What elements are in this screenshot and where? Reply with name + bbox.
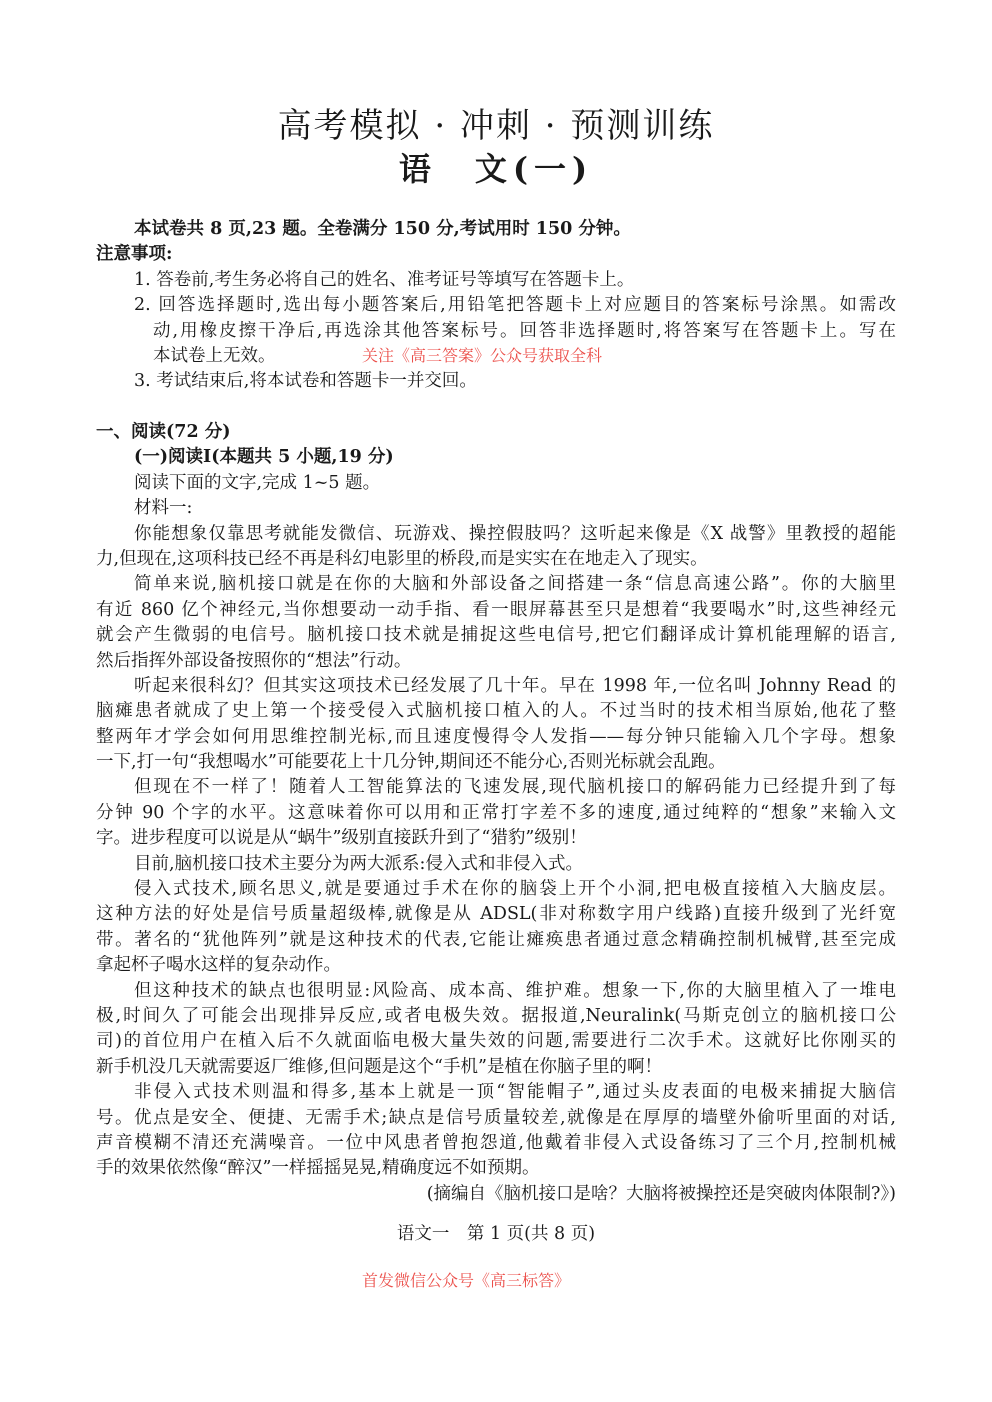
text-line: 然后指挥外部设备按照你的“想法”行动。 xyxy=(96,650,412,671)
text-line: 司)的首位用户在植入后不久就面临电极大量失效的问题,需要进行二次手术。这就好比你刚买的 xyxy=(96,1031,896,1052)
exam-series-title: 高考模拟 · 冲刺 · 预测训练 xyxy=(277,106,715,146)
text-line: 手的效果依然像“醉汉”一样摇摇晃晃,精确度远不如预期。 xyxy=(96,1158,540,1179)
text-line: 本试卷上无效。 xyxy=(153,345,276,366)
text-line: 2. 回答选择题时,选出每小题答案后,用铅笔把答题卡上对应题目的答案标号涂黑。如需改 xyxy=(134,295,896,316)
notice-heading: 注意事项: xyxy=(96,244,173,265)
article-body xyxy=(96,522,896,1182)
section-heading: 一、阅读(72 分) xyxy=(96,422,231,442)
section-instruction: 阅读下面的文字,完成 1~5 题。 xyxy=(134,472,381,493)
text-line: 有近 860 亿个神经元,当你想要动一动手指、看一眼屏幕甚至只是想着“我要喝水”时,这些神经元 xyxy=(96,599,896,620)
exam-instructions xyxy=(96,217,896,395)
subject-title: 语 文(一) xyxy=(398,150,594,188)
text-line: 非侵入式技术则温和得多,基本上就是一顶“智能帽子”,通过头皮表面的电极来捕捉大脑信 xyxy=(134,1082,896,1103)
text-line: 就会产生微弱的电信号。脑机接口技术就是捕捉这些电信号,把它们翻译成计算机能理解的语言, xyxy=(96,625,896,646)
text-line: 侵入式技术,顾名思义,就是要通过手术在你的脑袋上开个小洞,把电极直接植入大脑皮层。 xyxy=(134,879,896,900)
text-line: 号。优点是安全、便捷、无需手术;缺点是信号质量较差,就像是在厚厚的墙壁外偷听里面的对话, xyxy=(96,1107,896,1128)
text-line: 但现在不一样了！随着人工智能算法的飞速发展,现代脑机接口的解码能力已经提升到了每 xyxy=(134,777,896,798)
text-line: 整两年才学会如何用思维控制光标,而且速度慢得令人发指——每分钟只能输入几个字母。想象 xyxy=(96,726,896,747)
reading-section xyxy=(96,420,896,1207)
text-line: 这种方法的好处是信号质量超级棒,就像是从 ADSL(非对称数字用户线路)直接升级到了光纤宽 xyxy=(96,904,896,925)
text-line: 字。进步程度可以说是从“蜗牛”级别直接跃升到了“猎豹”级别！ xyxy=(96,828,587,849)
text-line: 声音模糊不清还充满噪音。一位中风患者曾抱怨道,他戴着非侵入式设备练习了三个月,控制机械 xyxy=(96,1132,896,1153)
text-line: 带。著名的“犹他阵列”就是这种技术的代表,它能让瘫痪患者通过意念精确控制机械臂,甚至完成 xyxy=(96,929,896,950)
text-line: 拿起杯子喝水这样的复杂动作。 xyxy=(96,955,341,976)
exam-intro: 本试卷共 8 页,23 题。全卷满分 150 分,考试用时 150 分钟。 xyxy=(134,219,631,239)
material-label: 材料一: xyxy=(134,498,193,519)
text-line: 动,用橡皮擦干净后,再选涂其他答案标号。回答非选择题时,将答案写在答题卡上。写在 xyxy=(153,320,896,341)
text-line: 你能想象仅靠思考就能发微信、玩游戏、操控假肢吗？这听起来像是《X 战警》里教授的超能 xyxy=(134,523,896,544)
text-line: 极,时间久了可能会出现排异反应,或者电极失效。据报道,Neuralink(马斯克创立的脑机接口公 xyxy=(96,1005,896,1026)
notice-list xyxy=(96,268,896,395)
text-line: 简单来说,脑机接口就是在你的大脑和外部设备之间搭建一条“信息高速公路”。你的大脑里 xyxy=(134,574,896,595)
watermark-text: 首发微信公众号《高三标答》 xyxy=(362,1271,571,1290)
text-line: 听起来很科幻？但其实这项技术已经发展了几十年。早在 1998 年,一位名叫 Johnny Read 的 xyxy=(134,675,896,696)
text-line: 新手机没几天就需要返厂维修,但问题是这个“手机”是植在你脑子里的啊！ xyxy=(96,1056,662,1077)
text-line: 力,但现在,这项科技已经不再是科幻电影里的桥段,而是实实在在地走入了现实。 xyxy=(96,548,708,569)
text-line: 一下,打一句“我想喝水”可能要花上十几分钟,期间还不能分心,否则光标就会乱跑。 xyxy=(96,752,726,773)
subsection-heading: (一)阅读Ⅰ(本题共 5 小题,19 分) xyxy=(134,447,394,468)
text-line: 3. 考试结束后,将本试卷和答题卡一并交回。 xyxy=(134,371,477,392)
text-line: 目前,脑机接口技术主要分为两大派系:侵入式和非侵入式。 xyxy=(134,853,583,874)
page-footer: 语文一 第 1 页(共 8 页) xyxy=(396,1224,596,1244)
citation: (摘编自《脑机接口是啥？大脑将被操控还是突破肉体限制?》) xyxy=(426,1183,896,1204)
text-line: 1. 答卷前,考生务必将自己的姓名、准考证号等填写在答题卡上。 xyxy=(134,269,635,290)
text-line: 但这种技术的缺点也很明显:风险高、成本高、维护难。想象一下,你的大脑里植入了一堆电 xyxy=(134,980,896,1001)
watermark-text: 关注《高三答案》公众号获取全科 xyxy=(362,346,603,365)
text-line: 脑瘫患者就成了史上第一个接受侵入式脑机接口植入的人。不过当时的技术相当原始,他花了整 xyxy=(96,701,896,722)
text-line: 分钟 90 个字的水平。这意味着你可以用和正常打字差不多的速度,通过纯粹的“想象”来输入文 xyxy=(96,802,896,823)
